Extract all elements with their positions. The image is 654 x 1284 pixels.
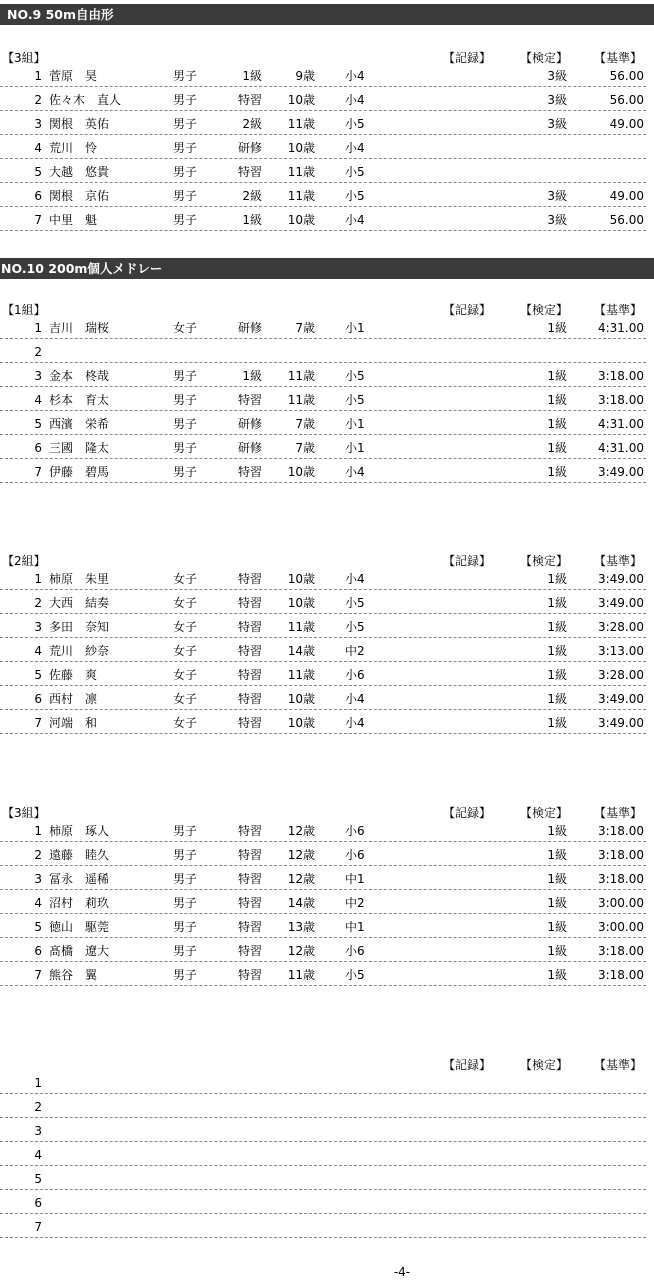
table-row — [0, 411, 646, 435]
entry-number: 4 — [34, 393, 42, 407]
swimmer-age: 13歳 — [287, 920, 315, 934]
school-grade: 小4 — [345, 465, 365, 479]
school-grade: 小5 — [345, 189, 365, 203]
entry-number: 3 — [34, 369, 42, 383]
entry-number: 1 — [34, 572, 42, 586]
swimmer-name: 大西 結奏 — [49, 596, 110, 610]
swimmer-name: 佐藤 爽 — [49, 668, 98, 682]
table-row — [0, 339, 646, 363]
swimmer-sex: 男子 — [173, 141, 198, 155]
standard-time: 3:49.00 — [597, 465, 644, 479]
school-grade: 小1 — [345, 417, 365, 431]
swimmer-sex: 男子 — [173, 393, 198, 407]
table-row — [0, 638, 646, 662]
swimmer-age: 14歳 — [287, 896, 315, 910]
swimmer-age: 10歳 — [287, 572, 315, 586]
test-level: 1級 — [547, 465, 567, 479]
table-row — [0, 207, 646, 231]
entry-number: 7 — [34, 213, 42, 227]
table-row — [0, 1070, 646, 1094]
swimmer-name: 伊藤 碧馬 — [49, 465, 110, 479]
swimmer-age: 10歳 — [287, 465, 315, 479]
swimmer-sex: 女子 — [173, 321, 198, 335]
swimmer-class: 1級 — [242, 69, 262, 83]
swimmer-sex: 男子 — [173, 824, 198, 838]
standard-time: 49.00 — [609, 189, 644, 203]
test-level: 3級 — [547, 117, 567, 131]
table-row — [0, 63, 646, 87]
swimmer-age: 12歳 — [287, 848, 315, 862]
table-row — [0, 111, 646, 135]
swimmer-age: 12歳 — [287, 944, 315, 958]
test-column-label: 【検定】 — [520, 554, 569, 568]
swimmer-name: 関根 京佑 — [49, 189, 110, 203]
table-row — [0, 818, 646, 842]
swimmer-name: 冨永 遥稀 — [49, 872, 110, 886]
swimmer-age: 11歳 — [287, 117, 315, 131]
school-grade: 中1 — [345, 920, 365, 934]
table-row — [0, 363, 646, 387]
swimmer-name: 熊谷 翼 — [49, 968, 98, 982]
entry-number: 5 — [34, 920, 42, 934]
school-grade: 小5 — [345, 117, 365, 131]
swimmer-name: 柿原 朱里 — [49, 572, 110, 586]
entry-number: 3 — [34, 1124, 42, 1138]
group-name: 【1組】 — [2, 303, 46, 317]
swimmer-sex: 男子 — [173, 165, 198, 179]
swimmer-class: 特習 — [237, 393, 262, 407]
test-level: 1級 — [547, 848, 567, 862]
entry-number: 6 — [34, 1196, 42, 1210]
entry-number: 4 — [34, 644, 42, 658]
standard-time: 3:13.00 — [597, 644, 644, 658]
swimmer-name: 杉本 育太 — [49, 393, 110, 407]
record-column-label: 【記録】 — [443, 806, 492, 820]
table-row — [0, 315, 646, 339]
event-title-no10: NO.10 200m個人メドレー — [0, 258, 654, 279]
swimmer-age: 10歳 — [287, 692, 315, 706]
swimmer-class: 特習 — [237, 920, 262, 934]
swimmer-name: 髙橋 遼大 — [49, 944, 110, 958]
swimmer-sex: 男子 — [173, 944, 198, 958]
test-column-label: 【検定】 — [520, 806, 569, 820]
swimmer-class: 特習 — [237, 872, 262, 886]
school-grade: 小4 — [345, 213, 365, 227]
test-level: 1級 — [547, 441, 567, 455]
entry-number: 3 — [34, 872, 42, 886]
test-level: 3級 — [547, 69, 567, 83]
swimmer-age: 11歳 — [287, 968, 315, 982]
swimmer-sex: 女子 — [173, 668, 198, 682]
page-number: -4- — [393, 1265, 411, 1279]
standard-time: 3:18.00 — [597, 944, 644, 958]
swimmer-sex: 男子 — [173, 369, 198, 383]
record-column-label: 【記録】 — [443, 303, 492, 317]
test-level: 3級 — [547, 189, 567, 203]
event-title-no9: NO.9 50m自由形 — [0, 4, 654, 25]
swimmer-age: 11歳 — [287, 165, 315, 179]
school-grade: 小5 — [345, 393, 365, 407]
table-row — [0, 1166, 646, 1190]
table-row — [0, 662, 646, 686]
table-row — [0, 183, 646, 207]
swimmer-sex: 女子 — [173, 596, 198, 610]
standard-time: 3:28.00 — [597, 668, 644, 682]
swimmer-class: 特習 — [237, 572, 262, 586]
table-row — [0, 1214, 646, 1238]
swimmer-name: 西村 凛 — [49, 692, 98, 706]
swimmer-name: 中里 魁 — [49, 213, 98, 227]
test-level: 1級 — [547, 620, 567, 634]
swimmer-sex: 男子 — [173, 968, 198, 982]
swimmer-age: 7歳 — [295, 321, 315, 335]
school-grade: 小4 — [345, 572, 365, 586]
swimmer-name: 吉川 瑞桜 — [49, 321, 110, 335]
table-row — [0, 962, 646, 986]
test-level: 1級 — [547, 596, 567, 610]
test-level: 1級 — [547, 920, 567, 934]
test-level: 1級 — [547, 572, 567, 586]
swimmer-class: 特習 — [237, 465, 262, 479]
entry-list — [0, 566, 654, 734]
entry-number: 2 — [34, 848, 42, 862]
table-row — [0, 1190, 646, 1214]
standard-time: 3:49.00 — [597, 572, 644, 586]
swimmer-name: 西濱 栄希 — [49, 417, 110, 431]
entry-number: 2 — [34, 596, 42, 610]
school-grade: 小5 — [345, 968, 365, 982]
test-level: 1級 — [547, 417, 567, 431]
entry-list — [0, 818, 654, 986]
swimmer-name: 荒川 紗奈 — [49, 644, 110, 658]
swimmer-name: 荒川 怜 — [49, 141, 98, 155]
table-row — [0, 135, 646, 159]
swimmer-sex: 男子 — [173, 872, 198, 886]
table-row — [0, 890, 646, 914]
swimmer-name: 柿原 琢人 — [49, 824, 110, 838]
swimmer-sex: 男子 — [173, 417, 198, 431]
school-grade: 小4 — [345, 69, 365, 83]
swimmer-age: 11歳 — [287, 369, 315, 383]
standard-column-label: 【基準】 — [594, 51, 643, 65]
school-grade: 小5 — [345, 596, 365, 610]
standard-time: 56.00 — [609, 93, 644, 107]
swimmer-sex: 男子 — [173, 117, 198, 131]
school-grade: 中2 — [345, 644, 365, 658]
school-grade: 小4 — [345, 692, 365, 706]
table-row — [0, 459, 646, 483]
swimmer-age: 10歳 — [287, 596, 315, 610]
swimmer-age: 11歳 — [287, 668, 315, 682]
table-row — [0, 842, 646, 866]
school-grade: 小4 — [345, 141, 365, 155]
swimmer-age: 10歳 — [287, 141, 315, 155]
table-row — [0, 387, 646, 411]
school-grade: 小6 — [345, 944, 365, 958]
standard-column-label: 【基準】 — [594, 806, 643, 820]
table-row — [0, 159, 646, 183]
swimmer-class: 特習 — [237, 692, 262, 706]
test-level: 1級 — [547, 896, 567, 910]
entry-number: 3 — [34, 117, 42, 131]
table-row — [0, 590, 646, 614]
table-row — [0, 938, 646, 962]
standard-time: 3:18.00 — [597, 824, 644, 838]
group-name: 【2組】 — [2, 554, 46, 568]
table-row — [0, 1094, 646, 1118]
test-level: 3級 — [547, 93, 567, 107]
entry-number: 7 — [34, 716, 42, 730]
swimmer-class: 特習 — [237, 644, 262, 658]
swimmer-name: 菅原 昊 — [49, 69, 98, 83]
test-column-label: 【検定】 — [520, 51, 569, 65]
swimmer-age: 9歳 — [295, 69, 315, 83]
standard-time: 3:18.00 — [597, 968, 644, 982]
table-row — [0, 914, 646, 938]
entry-number: 7 — [34, 968, 42, 982]
swimmer-name: 三國 隆太 — [49, 441, 110, 455]
swimmer-name: 大越 悠貴 — [49, 165, 110, 179]
test-level: 1級 — [547, 944, 567, 958]
entry-list — [0, 1070, 654, 1238]
school-grade: 中2 — [345, 896, 365, 910]
table-row — [0, 87, 646, 111]
standard-time: 3:00.00 — [597, 920, 644, 934]
swimmer-sex: 女子 — [173, 620, 198, 634]
swimmer-name: 金本 柊哉 — [49, 369, 110, 383]
entry-number: 2 — [34, 93, 42, 107]
entry-number: 2 — [34, 345, 42, 359]
school-grade: 小6 — [345, 668, 365, 682]
swimmer-sex: 男子 — [173, 848, 198, 862]
school-grade: 小1 — [345, 441, 365, 455]
swimmer-class: 研修 — [237, 441, 262, 455]
standard-column-label: 【基準】 — [594, 303, 643, 317]
swimmer-name: 関根 英佑 — [49, 117, 110, 131]
swimmer-name: 遠藤 睦久 — [49, 848, 110, 862]
entry-number: 5 — [34, 1172, 42, 1186]
swimmer-age: 12歳 — [287, 824, 315, 838]
entry-number: 5 — [34, 417, 42, 431]
entry-number: 6 — [34, 189, 42, 203]
table-row — [0, 1118, 646, 1142]
entry-list — [0, 63, 654, 231]
school-grade: 小4 — [345, 716, 365, 730]
swimmer-name: 佐々木 直人 — [49, 93, 122, 107]
entry-list — [0, 315, 654, 483]
school-grade: 小4 — [345, 93, 365, 107]
swimmer-class: 1級 — [242, 369, 262, 383]
swimmer-age: 11歳 — [287, 189, 315, 203]
swimmer-class: 研修 — [237, 141, 262, 155]
swimmer-age: 10歳 — [287, 93, 315, 107]
entry-number: 1 — [34, 321, 42, 335]
swimmer-name: 河端 和 — [49, 716, 98, 730]
swimmer-age: 11歳 — [287, 620, 315, 634]
record-column-label: 【記録】 — [443, 51, 492, 65]
standard-time: 4:31.00 — [597, 417, 644, 431]
test-level: 1級 — [547, 393, 567, 407]
swimmer-class: 特習 — [237, 824, 262, 838]
test-column-label: 【検定】 — [520, 303, 569, 317]
entry-number: 5 — [34, 165, 42, 179]
test-level: 1級 — [547, 321, 567, 335]
swimmer-sex: 男子 — [173, 465, 198, 479]
standard-time: 3:49.00 — [597, 692, 644, 706]
test-column-label: 【検定】 — [520, 1058, 569, 1072]
swimmer-age: 10歳 — [287, 213, 315, 227]
test-level: 1級 — [547, 692, 567, 706]
test-level: 3級 — [547, 213, 567, 227]
test-level: 1級 — [547, 644, 567, 658]
standard-time: 3:18.00 — [597, 393, 644, 407]
swimmer-sex: 女子 — [173, 572, 198, 586]
table-row — [0, 435, 646, 459]
entry-number: 6 — [34, 944, 42, 958]
school-grade: 小6 — [345, 824, 365, 838]
swimmer-age: 10歳 — [287, 716, 315, 730]
school-grade: 小5 — [345, 620, 365, 634]
swimmer-class: 特習 — [237, 968, 262, 982]
group-name: 【3組】 — [2, 806, 46, 820]
swimmer-age: 11歳 — [287, 393, 315, 407]
swimmer-age: 14歳 — [287, 644, 315, 658]
swimmer-class: 研修 — [237, 417, 262, 431]
table-row — [0, 866, 646, 890]
swimmer-sex: 女子 — [173, 692, 198, 706]
swimmer-age: 7歳 — [295, 441, 315, 455]
table-row — [0, 614, 646, 638]
standard-column-label: 【基準】 — [594, 1058, 643, 1072]
standard-time: 3:18.00 — [597, 848, 644, 862]
test-level: 1級 — [547, 872, 567, 886]
entry-number: 6 — [34, 692, 42, 706]
standard-time: 3:00.00 — [597, 896, 644, 910]
swimmer-sex: 女子 — [173, 644, 198, 658]
standard-time: 3:49.00 — [597, 596, 644, 610]
swimmer-sex: 男子 — [173, 896, 198, 910]
test-level: 1級 — [547, 968, 567, 982]
swimmer-class: 2級 — [242, 189, 262, 203]
swimmer-class: 2級 — [242, 117, 262, 131]
entry-number: 1 — [34, 824, 42, 838]
swimmer-class: 1級 — [242, 213, 262, 227]
standard-time: 4:31.00 — [597, 441, 644, 455]
standard-time: 3:18.00 — [597, 872, 644, 886]
standard-time: 56.00 — [609, 213, 644, 227]
entry-number: 7 — [34, 465, 42, 479]
entry-number: 4 — [34, 1148, 42, 1162]
swimmer-age: 7歳 — [295, 417, 315, 431]
school-grade: 小5 — [345, 165, 365, 179]
entry-number: 1 — [34, 69, 42, 83]
test-level: 1級 — [547, 824, 567, 838]
school-grade: 小1 — [345, 321, 365, 335]
swimmer-class: 特習 — [237, 716, 262, 730]
table-row — [0, 686, 646, 710]
entry-number: 7 — [34, 1220, 42, 1234]
swimmer-class: 特習 — [237, 848, 262, 862]
record-column-label: 【記録】 — [443, 554, 492, 568]
swimmer-class: 特習 — [237, 944, 262, 958]
swimmer-sex: 女子 — [173, 716, 198, 730]
swimmer-class: 特習 — [237, 93, 262, 107]
swimmer-sex: 男子 — [173, 93, 198, 107]
swimmer-class: 特習 — [237, 668, 262, 682]
swimmer-sex: 男子 — [173, 920, 198, 934]
swimmer-class: 特習 — [237, 596, 262, 610]
swimmer-name: 多田 奈知 — [49, 620, 110, 634]
school-grade: 小5 — [345, 369, 365, 383]
swimmer-class: 特習 — [237, 165, 262, 179]
test-level: 1級 — [547, 716, 567, 730]
swimmer-class: 研修 — [237, 321, 262, 335]
swimmer-sex: 男子 — [173, 69, 198, 83]
standard-column-label: 【基準】 — [594, 554, 643, 568]
swimmer-sex: 男子 — [173, 213, 198, 227]
swimmer-name: 沼村 莉玖 — [49, 896, 110, 910]
standard-time: 49.00 — [609, 117, 644, 131]
entry-number: 4 — [34, 141, 42, 155]
standard-time: 56.00 — [609, 69, 644, 83]
standard-time: 3:28.00 — [597, 620, 644, 634]
entry-number: 1 — [34, 1076, 42, 1090]
record-column-label: 【記録】 — [443, 1058, 492, 1072]
table-row — [0, 1142, 646, 1166]
entry-number: 4 — [34, 896, 42, 910]
school-grade: 中1 — [345, 872, 365, 886]
entry-number: 3 — [34, 620, 42, 634]
school-grade: 小6 — [345, 848, 365, 862]
test-level: 1級 — [547, 369, 567, 383]
entry-number: 2 — [34, 1100, 42, 1114]
test-level: 1級 — [547, 668, 567, 682]
entry-number: 6 — [34, 441, 42, 455]
swimmer-name: 徳山 駆莞 — [49, 920, 110, 934]
entry-number: 5 — [34, 668, 42, 682]
table-row — [0, 566, 646, 590]
swimmer-class: 特習 — [237, 620, 262, 634]
table-row — [0, 710, 646, 734]
standard-time: 3:18.00 — [597, 369, 644, 383]
swimmer-class: 特習 — [237, 896, 262, 910]
standard-time: 3:49.00 — [597, 716, 644, 730]
swimmer-sex: 男子 — [173, 189, 198, 203]
group-name: 【3組】 — [2, 51, 46, 65]
swimmer-sex: 男子 — [173, 441, 198, 455]
swimmer-age: 12歳 — [287, 872, 315, 886]
standard-time: 4:31.00 — [597, 321, 644, 335]
